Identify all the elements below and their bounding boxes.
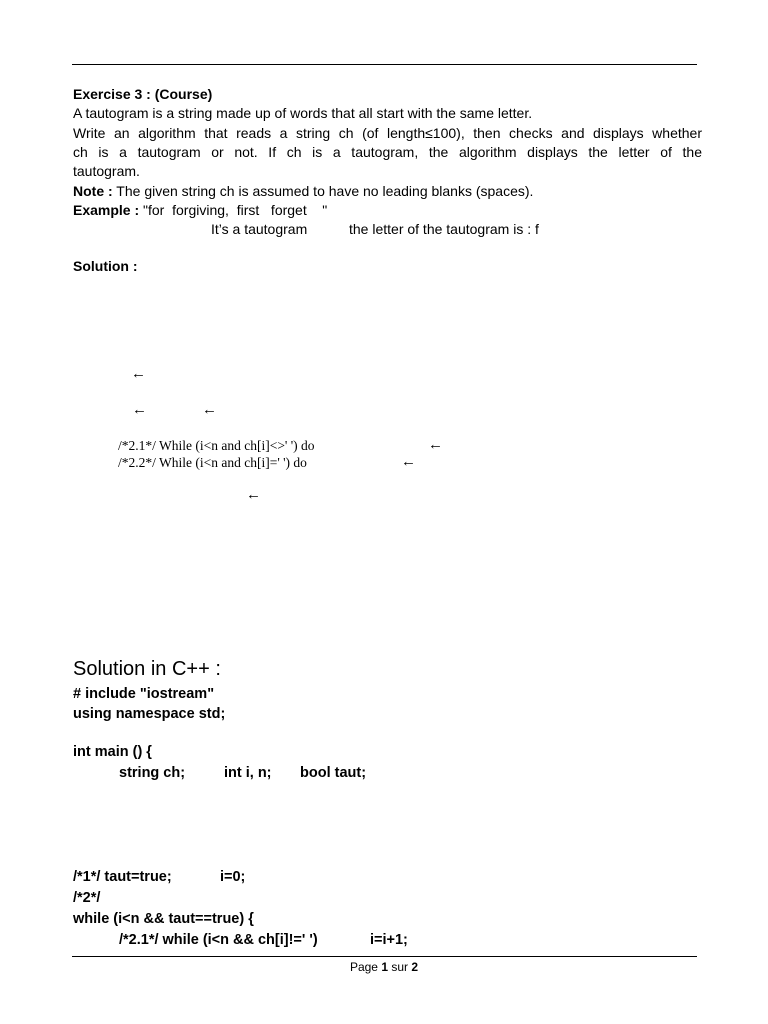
footer-rule [72,956,697,957]
cpp-decl-string: string ch; [119,765,186,781]
example-line [73,201,327,219]
example-letter: the letter of the tautogram is : f [349,221,539,237]
cpp-main: int main () { [73,744,152,760]
cpp-decl-int: int i, n; [224,765,272,781]
example-result: It’s a tautogram [211,221,308,237]
cpp-step1-init: i=0; [220,869,246,885]
definition-text: A tautogram is a string made up of words that all start with the same letter. [73,105,533,121]
cpp-step2: /*2*/ [73,890,101,906]
cpp-decl-bool: bool taut; [300,765,367,781]
page-number: 1 [381,960,388,974]
cpp-inner-increment: i=i+1; [370,932,408,948]
example-label: Example : [73,202,140,218]
solution-label: Solution : [73,258,138,274]
cpp-heading: Solution in C++ : [73,658,221,680]
cpp-step1: /*1*/ taut=true; [73,869,172,885]
cpp-using: using namespace std; [73,706,226,722]
assign-arrow-icon: ← [428,436,443,453]
cpp-include: # include "iostream" [73,686,215,702]
algo-line-2-2: /*2.2*/ While (i<n and ch[i]=' ') do [118,455,307,470]
assign-arrow-icon: ← [131,365,146,382]
cpp-while: while (i<n && taut==true) { [73,911,254,927]
note-line [73,182,533,200]
assign-arrow-icon: ← [246,486,261,503]
page-footer [0,959,768,975]
task-line-3: tautogram. [73,163,140,179]
page-total: 2 [411,960,419,974]
note-text: The given string ch is assumed to have no leading blanks (spaces). [112,183,534,199]
note-label: Note : [73,183,113,199]
assign-arrow-icon: ← [401,453,416,470]
cpp-inner-while: /*2.1*/ while (i<n && ch[i]!=' ') [119,932,318,948]
header-rule [72,64,697,65]
assign-arrow-icon: ← [202,401,217,418]
assign-arrow-icon: ← [132,401,147,418]
task-line-1: Write an algorithm that reads a string ch (of length≤100), then checks and displays whether [73,125,702,141]
page-word: Page [349,960,382,974]
exercise-heading: Exercise 3 : (Course) [73,86,213,102]
algo-line-2-1: /*2.1*/ While (i<n and ch[i]<>' ') do [118,438,315,453]
example-string: "for forgiving, first forget " [139,202,328,218]
sur-word: sur [388,960,412,974]
task-line-2: ch is a tautogram or not. If ch is a tautogram, the algorithm displays the letter of the [73,144,702,160]
